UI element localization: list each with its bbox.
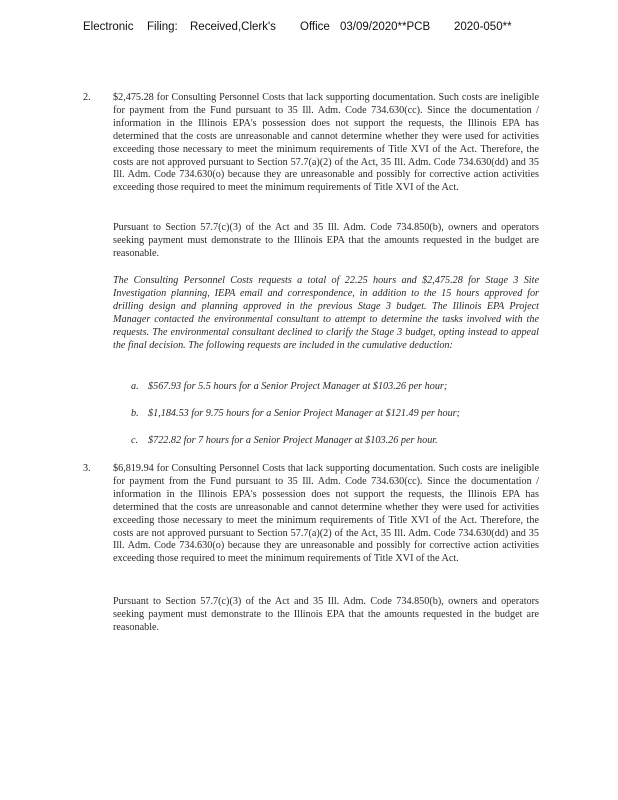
header-case-number: 2020-050** xyxy=(454,21,512,33)
subitem-letter: c. xyxy=(131,435,139,446)
header-date: 03/09/2020**PCB xyxy=(340,21,431,33)
consultant-note-paragraph: The Consulting Personnel Costs requests a total of 22.25 hours and $2,475.28 for Stage 3 Site Investigation planning, IEPA email and correspondence, in addition to the 15 hours approved for drilling design and planning approved in the previous Stage 3 budget. The Illinois EPA Project Manager contacted the environmental consultant to attempt to determine the tasks involved with the requests. The environmental consultant declined to clarify the Stage 3 budget, opting instead to appeal the final decision. The following requests are included in the cumulative deduction: xyxy=(113,275,539,351)
subitem-text: $1,184.53 for 9.75 hours for a Senior Project Manager at $121.49 per hour; xyxy=(148,408,461,419)
item-body-paragraph: $2,475.28 for Consulting Personnel Costs that lack supporting documentation. Such costs are ineligible for payment from the Fund pursuant to 35 Ill. Adm. Code 734.630(cc). Since the documentation / information in the Illinois EPA's possession does not support the requests, the Illinois EPA has determined that the costs are unreasonable and cannot determine whether they were used for activities exceeding those necessary to meet the minimum requirements of Title XVI of the Act. Therefore, the costs are not approved pursuant to Section 57.7(a)(2) of the Act, 35 Ill. Adm. Code 734.630(dd) and 35 Ill. Adm. Code 734.630(o) because they are unreasonable and possibly for corrective action activities exceeding those required to meet the minimum requirements of Title XVI of the Act. xyxy=(113,92,539,194)
pursuant-paragraph: Pursuant to Section 57.7(c)(3) of the Act and 35 Ill. Adm. Code 734.850(b), owners and operators seeking payment must demonstrate to the Illinois EPA that the amounts requested in the budget are reasonable. xyxy=(113,222,539,259)
subitem-letter: a. xyxy=(131,381,139,392)
subitem-text: $722.82 for 7 hours for a Senior Project Manager at $103.26 per hour. xyxy=(148,435,438,446)
subitem-text: $567.93 for 5.5 hours for a Senior Project Manager at $103.26 per hour; xyxy=(148,381,448,392)
item-body-paragraph: $6,819.94 for Consulting Personnel Costs that lack supporting documentation. Such costs are ineligible for payment from the Fund pursuant to 35 Ill. Adm. Code 734.630(cc). Since the documentation / information in the Illinois EPA's possession does not support the requests, the Illinois EPA has determined that the costs are unreasonable and cannot determine whether they were used for activities exceeding those necessary to meet the minimum requirements of Title XVI of the Act. Therefore, the costs are not approved pursuant to Section 57.7(a)(2) of the Act, 35 Ill. Adm. Code 734.630(dd) and 35 Ill. Adm. Code 734.630(o) because they are unreasonable and possibly for corrective action activities exceeding those required to meet the minimum requirements of Title XVI of the Act. xyxy=(113,463,539,565)
item-number: 3. xyxy=(83,463,91,474)
subitem-letter: b. xyxy=(131,408,139,419)
header-filing: Filing: xyxy=(147,21,178,33)
pursuant-paragraph: Pursuant to Section 57.7(c)(3) of the Act and 35 Ill. Adm. Code 734.850(b), owners and operators seeking payment must demonstrate to the Illinois EPA that the amounts requested in the budget are reasonable. xyxy=(113,596,539,633)
header-office: Office xyxy=(300,21,330,33)
item-number: 2. xyxy=(83,92,91,103)
header-received: Received,Clerk's xyxy=(190,21,276,33)
header-electronic: Electronic xyxy=(83,21,134,33)
